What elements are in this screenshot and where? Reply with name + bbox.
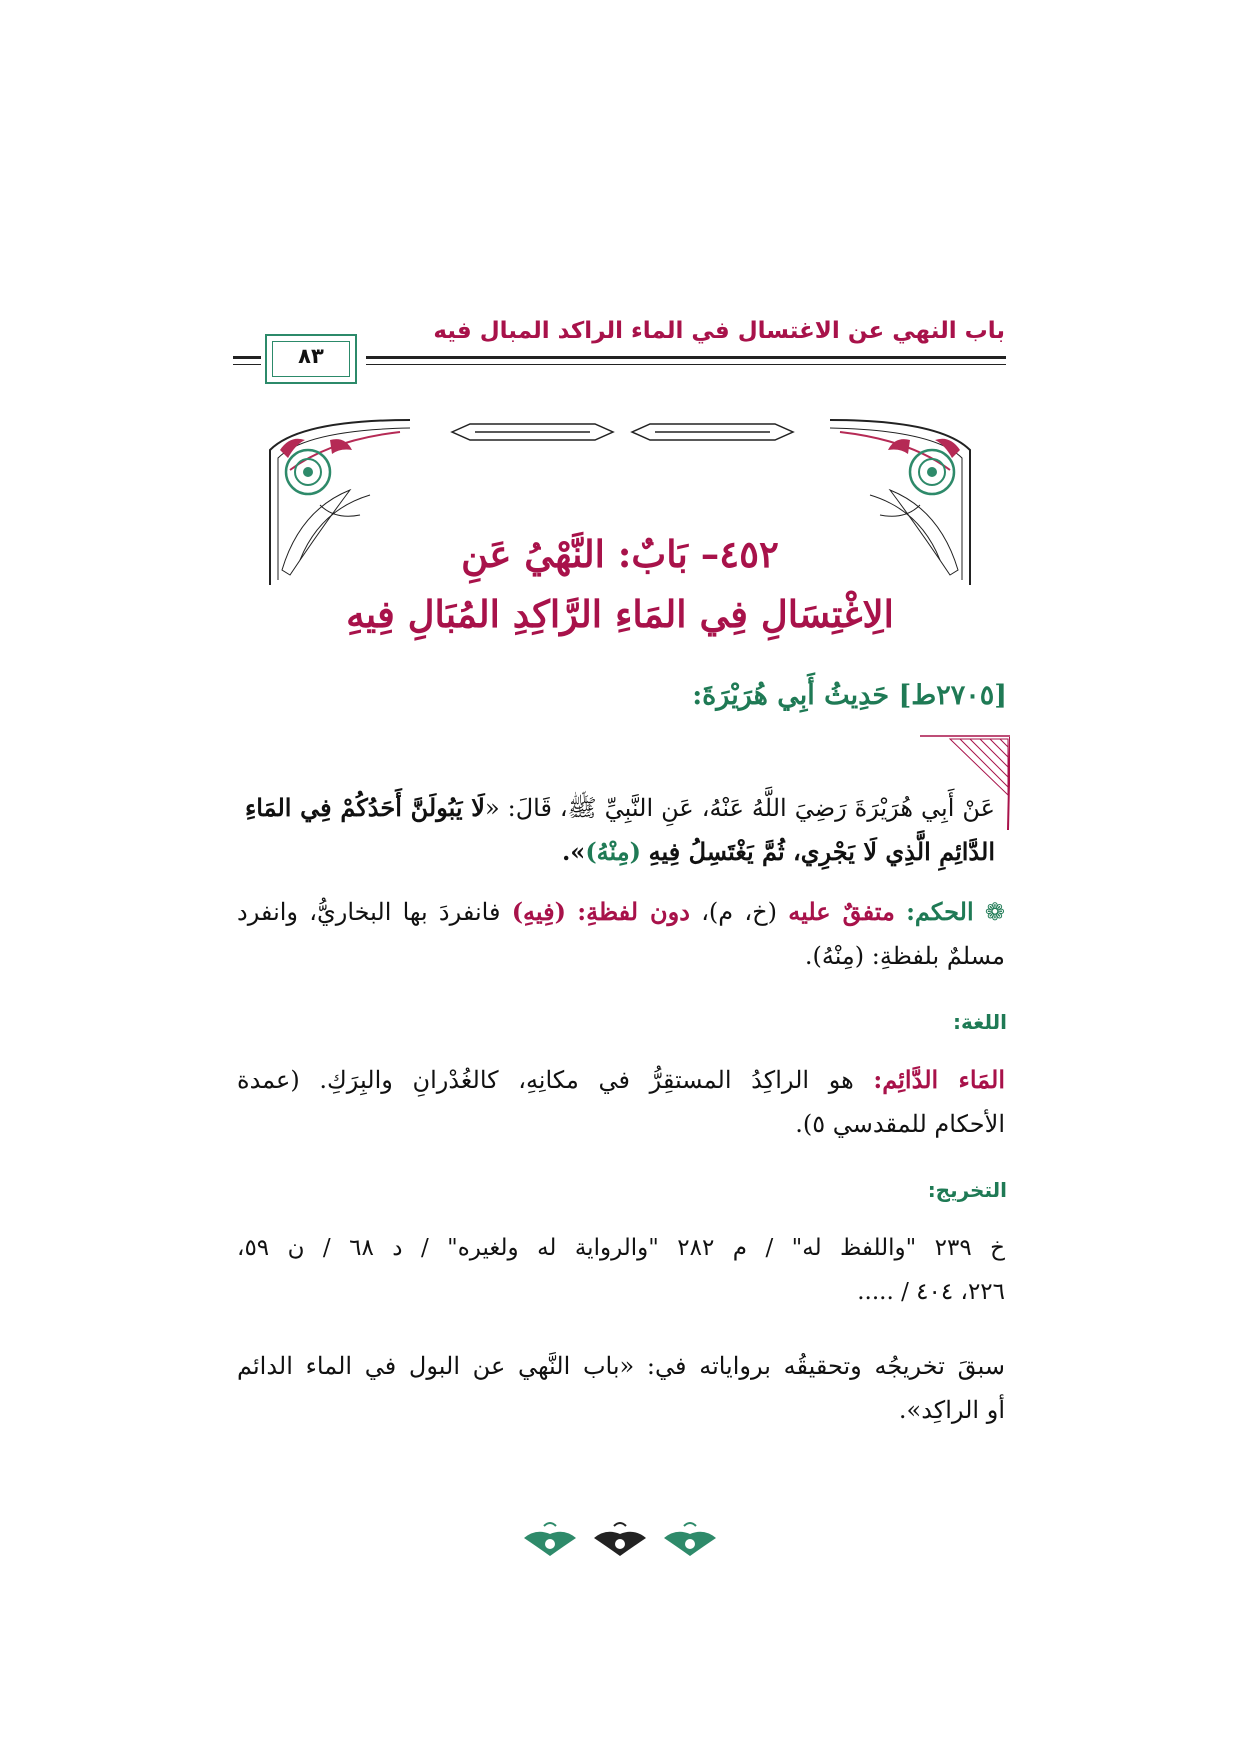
page-number-box (265, 334, 357, 384)
hadith-line-1 (245, 786, 995, 830)
ruling-rest: فانفردَ بها البخاريُّ، وانفرد (237, 898, 501, 926)
hadith-text (245, 786, 995, 874)
hadith-matn-2: الدَّائِمِ الَّذِي لَا يَجْرِي، ثُمَّ يَغْتَسِلُ فِيهِ (648, 837, 995, 866)
ruling-paragraph (237, 890, 1005, 978)
ruling-sources: (خ، م)، (701, 898, 777, 926)
lotus-ornament-left (524, 1523, 576, 1556)
top-cartouche-left (452, 424, 613, 440)
hadith-matn-1: لَا يَبُولَنَّ أَحَدُكُمْ فِي المَاءِ (245, 793, 485, 822)
chapter-title-line2: الِاغْتِسَالِ فِي المَاءِ الرَّاكِدِ المُبَالِ فِيهِ (346, 592, 894, 636)
language-heading: اللغة: (953, 1010, 1007, 1034)
language-definition: هو الراكِدُ المستقِرُّ في مكانِهِ، كالغُدْرانِ والبِرَكِ. (عمدة (237, 1066, 854, 1094)
hadith-heading: [٢٧٠٥ط] حَدِيثُ أَبِي هُرَيْرَةَ: (692, 680, 1007, 711)
language-line-1 (237, 1058, 1005, 1102)
ruling-label: الحكم: (906, 897, 974, 926)
lotus-ornament-center (594, 1523, 646, 1556)
language-paragraph (237, 1058, 1005, 1146)
hadith-variant-minhu: (مِنْهُ) (585, 837, 641, 866)
takhrij-line-2: ٢٢٦، ٤٠٤ / ..... (857, 1279, 1005, 1305)
running-title: باب النهي عن الاغتسال في الماء الراكد المبال فيه (433, 318, 1005, 344)
note-line-1: سبقَ تخريجُه وتحقيقُه برواياته في: «باب النَّهي عن البول في الماء الدائم (237, 1352, 1005, 1380)
ruling-word-fihi: (فِيهِ) (511, 897, 566, 926)
rosette-icon: ❁ (984, 898, 1005, 926)
chapter-title-line1: ٤٥٢– بَابٌ: النَّهْيُ عَنِ (461, 532, 779, 576)
lotus-ornament-right (664, 1523, 716, 1556)
hadith-line-2 (245, 830, 995, 874)
hadith-intro: عَنْ أَبِي هُرَيْرَةَ رَضِيَ اللَّهُ عَنْهُ، عَنِ النَّبِيِّ ﷺ، قَالَ: « (484, 794, 995, 822)
end-ornament (520, 1520, 720, 1564)
language-term: المَاء الدَّائِم: (873, 1065, 1005, 1094)
note-line-2: أو الراكِد». (898, 1396, 1005, 1424)
takhrij-heading: التخريج: (927, 1178, 1007, 1202)
header-rule-right-thin (366, 364, 1006, 365)
language-line-2: الأحكام للمقدسي ٥). (795, 1110, 1005, 1138)
ruling-agreed: متفقٌ عليه (788, 897, 895, 926)
top-cartouche-right (632, 424, 793, 440)
ruling-except: دون لفظةِ: (577, 897, 690, 926)
takhrij-paragraph (237, 1226, 1005, 1314)
header-rule-left-thin (233, 364, 261, 365)
ruling-line-2: مسلمٌ بلفظةِ: (مِنْهُ). (804, 942, 1005, 970)
note-paragraph (237, 1344, 1005, 1432)
page-number: ٨٣ (298, 344, 324, 368)
hadith-close: ». (561, 837, 586, 866)
takhrij-line-1: خ ٢٣٩ "واللفظ له" / م ٢٨٢ "والرواية له ولغيره" / د ٦٨ / ن ٥٩، (237, 1235, 1005, 1261)
header-rule-left (233, 356, 261, 359)
ruling-line-1 (237, 890, 1005, 934)
header-rule-right (366, 356, 1006, 359)
